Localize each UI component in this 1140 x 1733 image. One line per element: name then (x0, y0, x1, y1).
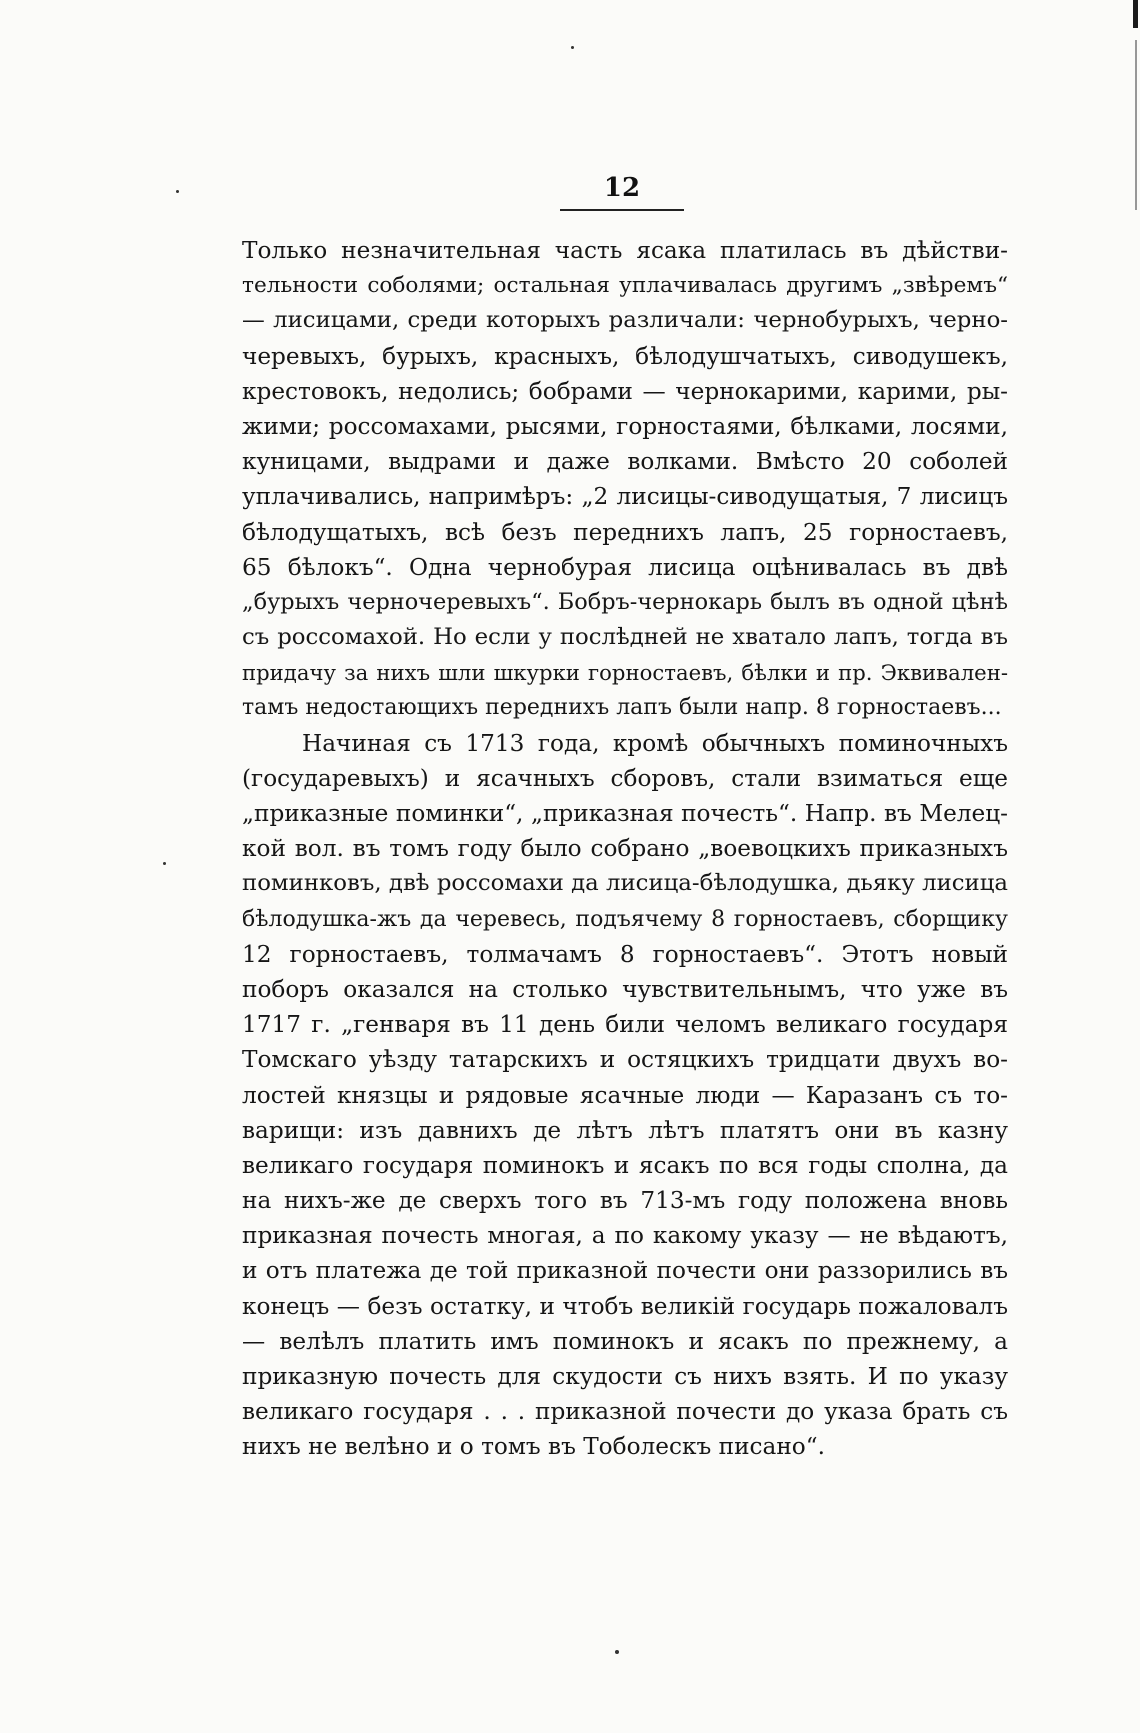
page-edge-line (1135, 40, 1137, 210)
text-line: „приказные поминки“, „приказная почесть“. Напр. въ Мелец- (242, 800, 1008, 827)
text-line: тельности соболями; остальная уплачивалась другимъ „звѣремъ“ (242, 273, 1008, 299)
text-line: поминковъ, двѣ россомахи да лисица-бѣлодушка, дьяку лисица (242, 870, 1008, 897)
text-line: 1717 г. „генваря въ 11 день били челомъ великаго государя (242, 1011, 1008, 1039)
text-line: нихъ не велѣно и о томъ въ Тоболескъ писано“. (242, 1433, 825, 1461)
text-line: конецъ — безъ остатку, и чтобъ великій государь пожаловалъ (242, 1292, 1008, 1320)
text-line: уплачивались, напримѣръ: „2 лисицы-сиводущатыя, 7 лисицъ (242, 483, 1008, 511)
text-line: варищи: изъ давнихъ де лѣтъ лѣтъ платятъ они въ казну (242, 1116, 1008, 1144)
paper-speck (163, 862, 166, 865)
text-line: крестовокъ, недолись; бобрами — чернокарими, карими, ры- (242, 377, 1008, 405)
text-line: (государевыхъ) и ясачныхъ сборовъ, стали взиматься еще (242, 764, 1008, 792)
page-number: 12 (560, 173, 684, 211)
text-line: тамъ недостающихъ переднихъ лапъ были напр. 8 горностаевъ... (242, 695, 1002, 721)
text-line: придачу за нихъ шли шкурки горностаевъ, бѣлки и пр. Эквивален- (242, 660, 1008, 686)
text-line: — лисицами, среди которыхъ различали: чернобурыхъ, черно- (242, 307, 1008, 334)
text-line: лостей князцы и рядовые ясачные люди — Каразанъ съ то- (242, 1081, 1008, 1109)
paper-speck (176, 190, 179, 193)
text-line: кой вол. въ томъ году было собрано „воевоцкихъ приказныхъ (242, 835, 1008, 863)
text-line: бѣлодущатыхъ, всѣ безъ переднихъ лапъ, 25 горностаевъ, (242, 518, 1008, 546)
text-line: Томскаго уѣзду татарскихъ и остяцкихъ тридцати двухъ во- (242, 1046, 1008, 1074)
text-line: куницами, выдрами и даже волками. Вмѣсто 20 соболей (242, 448, 1008, 476)
text-line: великаго государя поминокъ и ясакъ по вся годы сполна, да (242, 1151, 1008, 1179)
paper-speck (571, 46, 574, 49)
paper-speck (615, 1650, 619, 1654)
text-line: Начиная съ 1713 года, кромѣ обычныхъ поминочныхъ (302, 729, 1008, 757)
text-line: приказную почесть для скудости съ нихъ взять. И по указу (242, 1363, 1008, 1390)
text-line: и отъ платежа де той приказной почести они раззорились въ (242, 1257, 1008, 1285)
text-line: — велѣлъ платить имъ поминокъ и ясакъ по прежнему, а (242, 1327, 1008, 1355)
text-line: Только незначительная часть ясака платилась въ дѣйстви- (242, 237, 1008, 264)
text-line: съ россомахой. Но если у послѣдней не хватало лапъ, тогда въ (242, 624, 1008, 651)
text-line: 12 горностаевъ, толмачамъ 8 горностаевъ“. Этотъ новый (242, 940, 1008, 968)
text-line: 65 бѣлокъ“. Одна чернобурая лисица оцѣнивалась въ двѣ (242, 553, 1008, 581)
text-line: великаго государя . . . приказной почести до указа брать съ (242, 1398, 1008, 1426)
text-line: черевыхъ, бурыхъ, красныхъ, бѣлодушчатыхъ, сиводушекъ, (242, 342, 1008, 370)
text-line: поборъ оказался на столько чувствительнымъ, что уже въ (242, 975, 1008, 1003)
page-edge-mark (1133, 0, 1138, 28)
text-line: на нихъ-же де сверхъ того въ 713-мъ году положена вновь (242, 1187, 1008, 1215)
text-line: бѣлодушка-жъ да черевесь, подъячему 8 горностаевъ, сборщику (242, 906, 1008, 932)
text-line: жими; россомахами, рысями, горностаями, бѣлками, лосями, (242, 412, 1008, 440)
body-text (242, 233, 1008, 1465)
text-line: приказная почесть многая, а по какому указу — не вѣдаютъ, (242, 1222, 1008, 1250)
text-line: „бурыхъ черночеревыхъ“. Бобръ-чернокарь былъ въ одной цѣнѣ (242, 588, 1008, 615)
